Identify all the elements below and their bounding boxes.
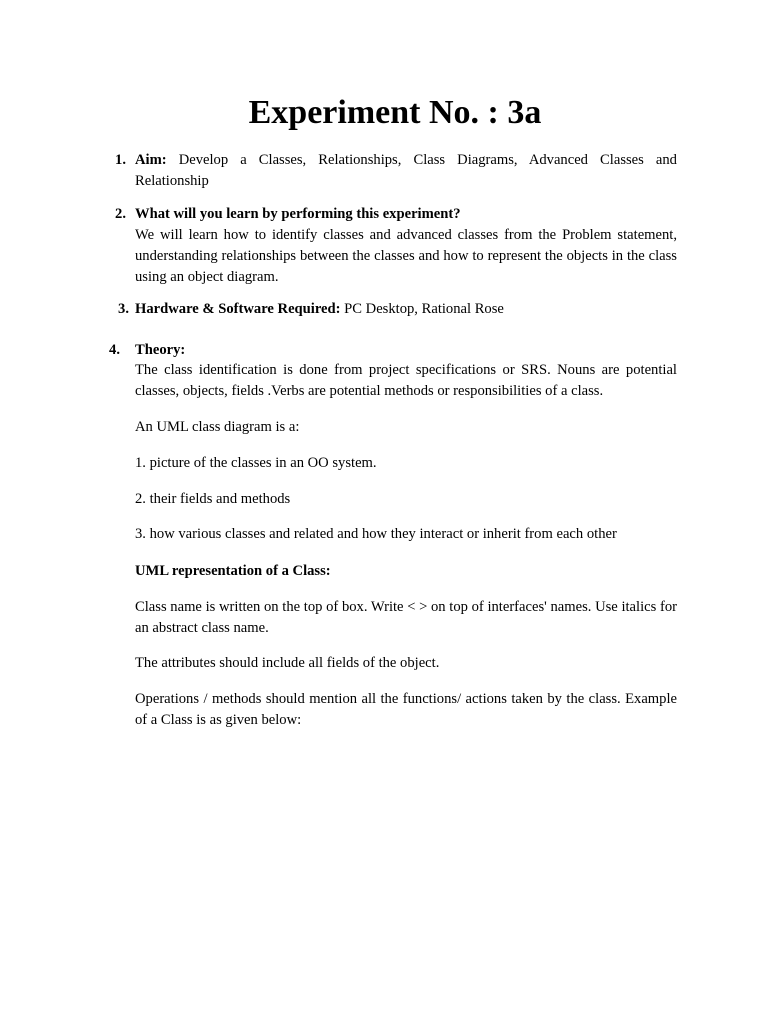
item-2-text: We will learn how to identify classes and advanced classes from the Problem statement, understanding relationships between the classes and how to represent the objects in the class using an object diagram. — [135, 227, 677, 285]
uml-paragraph-3: Operations / methods should mention all the functions/ actions taken by the class. Example of a Class is as given below: — [135, 691, 677, 728]
aim-label: Aim: — [135, 152, 167, 168]
uml-paragraph-1: Class name is written on the top of box. Write < > on top of interfaces' names. Use italics for an abstract class name. — [135, 599, 677, 636]
theory-point-3: 3. how various classes and related and how they interact or inherit from each other — [135, 526, 617, 542]
item-3-hardware — [135, 299, 677, 320]
theory-point-2: 2. their fields and methods — [135, 491, 291, 507]
hardware-text: PC Desktop, Rational Rose — [344, 301, 504, 317]
theory-text: The class identification is done from project specifications or SRS. Nouns are potential classes, objects, fields .Verbs are potential methods or responsibilities of a class. — [135, 362, 677, 399]
item-2-number: 2. — [115, 206, 126, 222]
theory-intro: An UML class diagram is a: — [135, 419, 300, 435]
aim-text: Develop a Classes, Relationships, Class Diagrams, Advanced Classes and Relationship — [135, 152, 677, 189]
hardware-label: Hardware & Software Required: — [135, 301, 341, 317]
item-4-number: 4. — [109, 342, 120, 358]
uml-paragraph-2: The attributes should include all fields of the object. — [135, 655, 440, 671]
item-1-aim — [135, 150, 677, 192]
page-title: Experiment No. : 3a — [248, 94, 542, 131]
theory-point-1: 1. picture of the classes in an OO system. — [135, 455, 377, 471]
item-3-number: 3. — [118, 301, 129, 317]
item-4-heading: Theory: — [135, 342, 186, 358]
item-2-heading: What will you learn by performing this experiment? — [135, 206, 461, 222]
item-1-number: 1. — [115, 152, 126, 168]
uml-heading: UML representation of a Class: — [135, 563, 331, 579]
